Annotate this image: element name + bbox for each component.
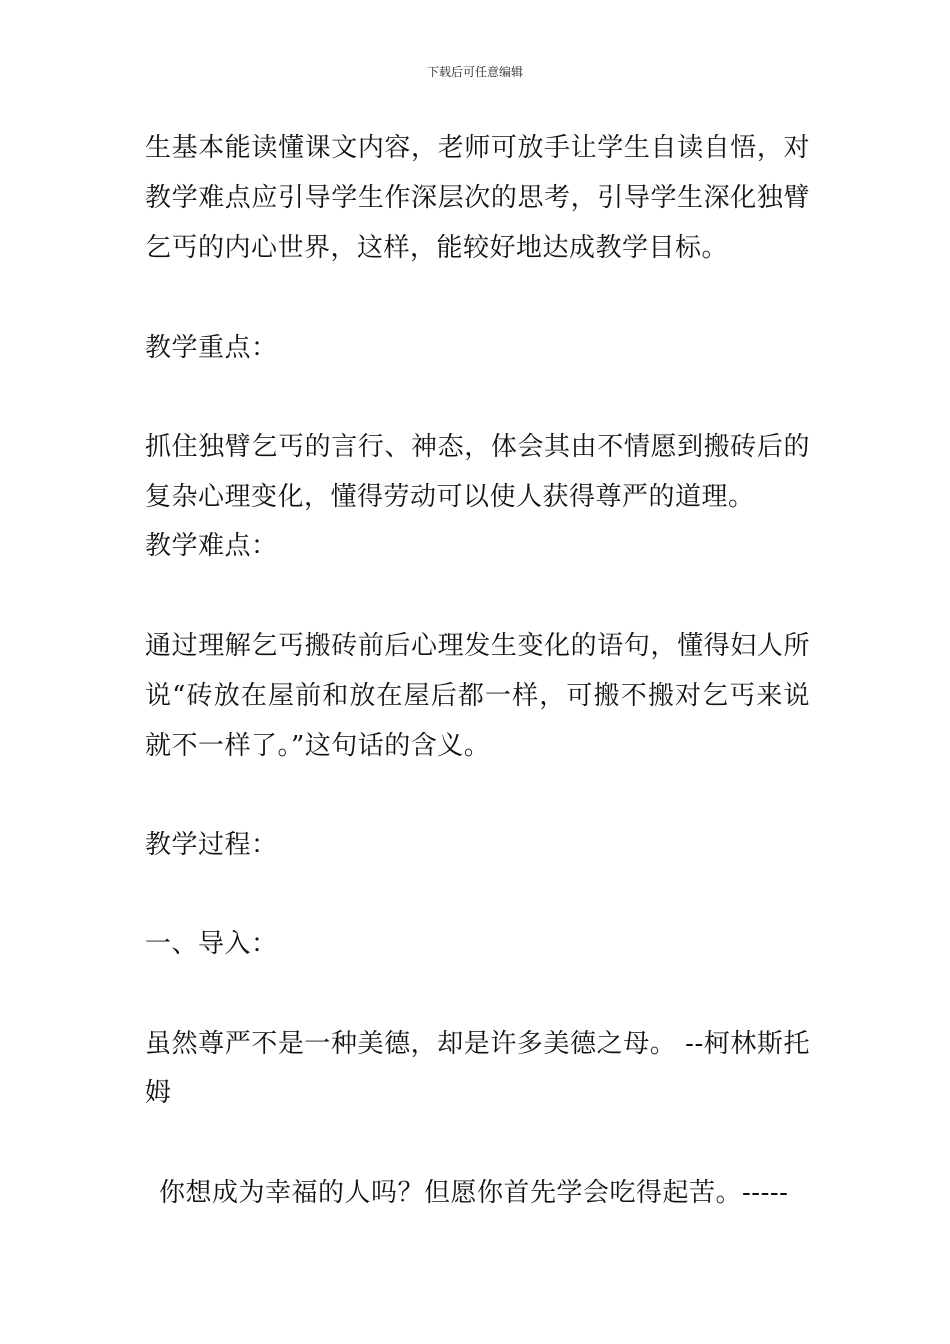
paragraph-line: 就不一样了。”这句话的含义。 bbox=[145, 731, 491, 761]
section-heading-focus: 教学重点： bbox=[145, 333, 278, 363]
paragraph-line: 说“砖放在屋前和放在屋后都一样，可搬不搬对乞丐来说 bbox=[145, 681, 810, 711]
section-heading-process: 教学过程： bbox=[145, 830, 278, 860]
paragraph-line: 乞丐的内心世界，这样，能较好地达成教学目标。 bbox=[145, 233, 729, 263]
paragraph-line: 抓住独臂乞丐的言行、神态，体会其由不情愿到搬砖后的 bbox=[145, 432, 810, 462]
quote-line: 虽然尊严不是一种美德，却是许多美德之母。 --柯林斯托 bbox=[145, 1029, 810, 1059]
paragraph-line: 通过理解乞丐搬砖前后心理发生变化的语句，懂得妇人所 bbox=[145, 631, 810, 661]
section-heading-difficulty: 教学难点： bbox=[145, 531, 278, 561]
section-heading-intro: 一、导入： bbox=[145, 929, 278, 959]
paragraph-line: 复杂心理变化，懂得劳动可以使人获得尊严的道理。 bbox=[145, 482, 755, 512]
paragraph-line: 教学难点应引导学生作深层次的思考，引导学生深化独臂 bbox=[145, 183, 810, 213]
paragraph-line: 生基本能读懂课文内容，老师可放手让学生自读自悟，对 bbox=[145, 133, 810, 163]
page-header: 下载后可任意编辑 bbox=[426, 65, 523, 79]
quote-line: 姆 bbox=[145, 1078, 172, 1108]
quote-line: 你想成为幸福的人吗？但愿你首先学会吃得起苦。----- bbox=[159, 1178, 789, 1208]
